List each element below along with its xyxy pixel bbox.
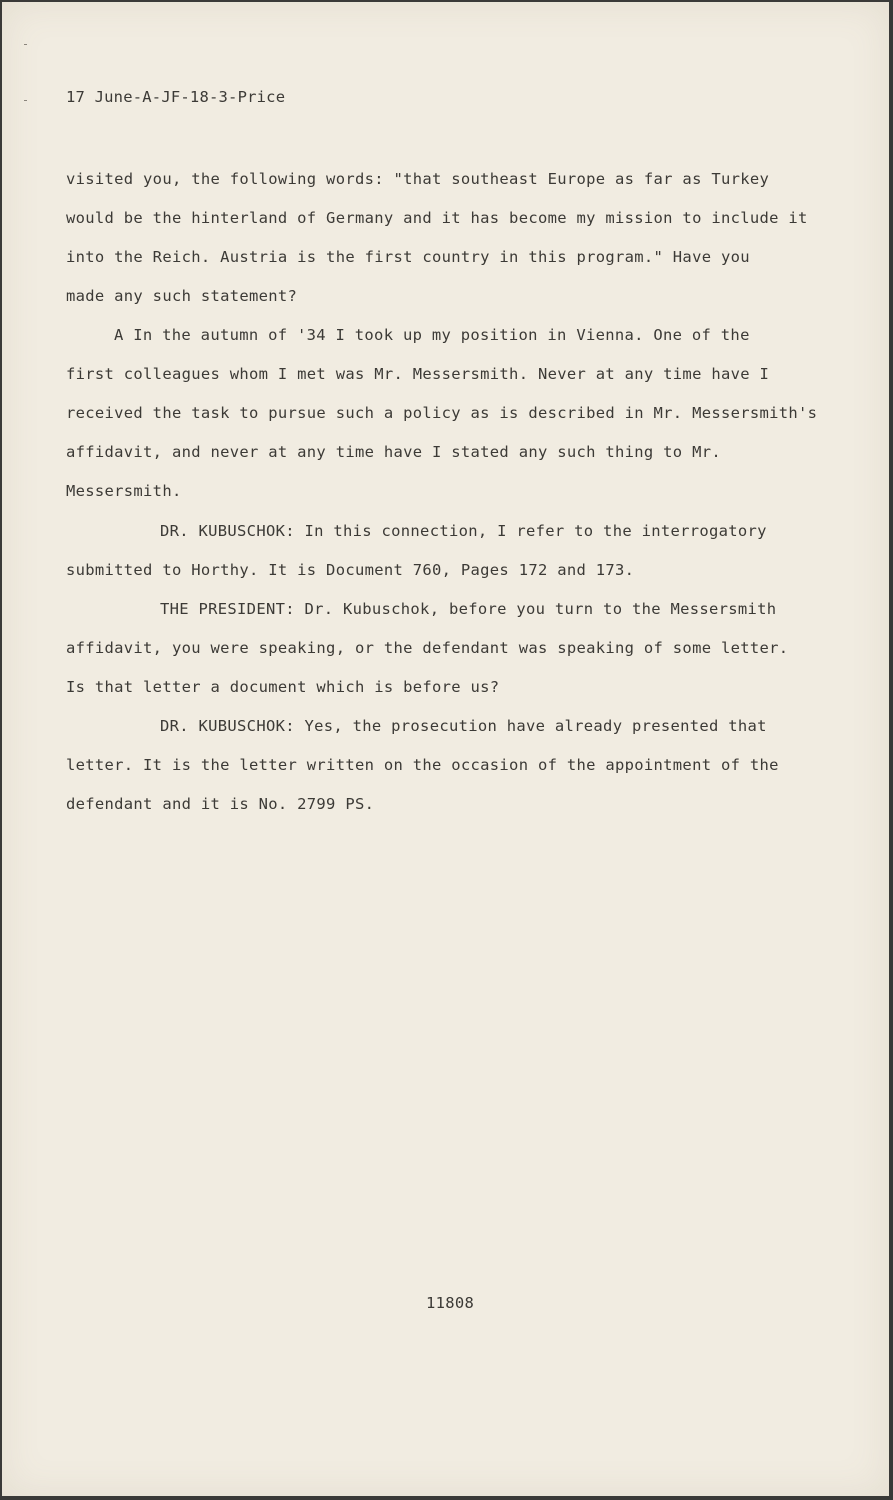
text-line: would be the hinterland of Germany and it has become my mission to include it <box>66 209 808 227</box>
text-line: Is that letter a document which is before us? <box>66 678 500 696</box>
text-line: made any such statement? <box>66 287 298 305</box>
text-line: DR. KUBUSCHOK: In this connection, I refer to the interrogatory <box>160 522 767 540</box>
text-line: DR. KUBUSCHOK: Yes, the prosecution have already presented that <box>160 717 767 735</box>
margin-mark <box>24 44 27 45</box>
text-line: A In the autumn of '34 I took up my position in Vienna. One of the <box>114 326 750 344</box>
text-line: Messersmith. <box>66 482 182 500</box>
text-line: first colleagues whom I met was Mr. Messersmith. Never at any time have I <box>66 365 770 383</box>
text-line: defendant and it is No. 2799 PS. <box>66 795 375 813</box>
text-line: visited you, the following words: "that southeast Europe as far as Turkey <box>66 170 770 188</box>
document-page <box>2 2 889 1496</box>
margin-mark <box>24 100 27 101</box>
text-line: received the task to pursue such a policy as is described in Mr. Messersmith's <box>66 404 818 422</box>
text-line: into the Reich. Austria is the first country in this program." Have you <box>66 248 750 266</box>
page-header: 17 June-A-JF-18-3-Price <box>66 88 286 106</box>
text-line: letter. It is the letter written on the occasion of the appointment of the <box>66 756 779 774</box>
text-line: affidavit, you were speaking, or the defendant was speaking of some letter. <box>66 639 789 657</box>
text-line: affidavit, and never at any time have I stated any such thing to Mr. <box>66 443 721 461</box>
text-line: submitted to Horthy. It is Document 760, Pages 172 and 173. <box>66 561 635 579</box>
page-number: 11808 <box>426 1294 475 1312</box>
text-line: THE PRESIDENT: Dr. Kubuschok, before you turn to the Messersmith <box>160 600 777 618</box>
